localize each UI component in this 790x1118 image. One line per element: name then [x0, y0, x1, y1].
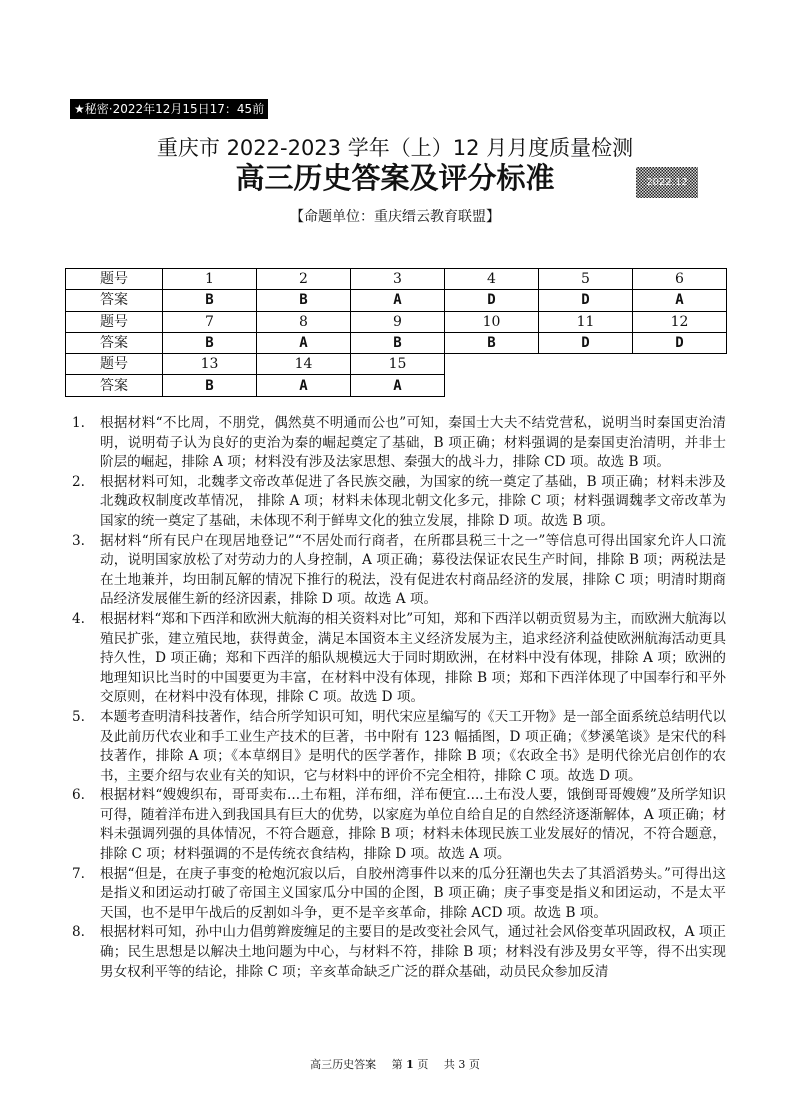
empty-cell [633, 354, 727, 375]
answer-cell: B [351, 332, 445, 353]
document-title: 高三历史答案及评分标准 [235, 161, 555, 195]
question-number: 10 [445, 311, 539, 332]
answer-cell: A [351, 375, 445, 396]
item-text: 根据材料可知，孙中山力倡剪辫废缠足的主要目的是改变社会风气，通过社会风俗变革巩固政权，A 项正确；民生思想是以解决土地问题为中心，与材料不符，排除 B 项；材料没有涉及男女平等，得不出实现男女权利平等的结论，排除 C 项；辛亥革命缺乏广泛的群众基础，动员民众参加反清 [100, 924, 726, 980]
question-row [66, 354, 727, 375]
question-number: 3 [351, 269, 445, 290]
question-number: 13 [163, 354, 257, 375]
row-label: 答案 [66, 375, 163, 396]
question-row [66, 311, 727, 332]
explanation-item [72, 414, 726, 473]
question-number: 7 [163, 311, 257, 332]
item-number: 5. [72, 708, 85, 725]
empty-cell [445, 375, 539, 396]
question-number: 2 [257, 269, 351, 290]
answer-row [66, 332, 727, 353]
answer-cell: A [633, 290, 727, 311]
item-number: 3. [72, 532, 85, 549]
empty-cell [539, 354, 633, 375]
item-number: 7. [72, 865, 85, 882]
question-number: 15 [351, 354, 445, 375]
footer-doc: 高三历史答案 [310, 1058, 377, 1071]
row-label: 题号 [66, 311, 163, 332]
row-label: 题号 [66, 354, 163, 375]
item-text: 根据材料“郑和下西洋和欧洲大航海的相关资料对比”可知，郑和下西洋以朝贡贸易为主，而欧洲大航海以殖民扩张，建立殖民地，获得黄金，满足本国资本主义经济发展为主，追求经济利益使欧洲航海活动更具持久性，D 项正确；郑和下西洋的船队规模远大于同时期欧洲，在材料中没有体现，排除 A 项；欧洲的地理知识比当时的中国要更为丰富，在材料中没有体现，排除 B 项；郑和下西洋体现了中国奉行和平外交原则，在材料中没有体现，排除 C 项。故选 D 项。 [100, 610, 726, 706]
date-stamp: 2022.12 [636, 167, 698, 198]
question-number: 4 [445, 269, 539, 290]
confidential-badge: ★秘密·2022年12月15日17：45前 [70, 99, 268, 119]
page-footer [0, 1056, 790, 1072]
explanation-item [72, 923, 726, 982]
empty-cell [445, 354, 539, 375]
question-number: 5 [539, 269, 633, 290]
row-label: 题号 [66, 269, 163, 290]
answer-cell: D [445, 290, 539, 311]
item-text: 根据材料可知，北魏孝文帝改革促进了各民族交融，为国家的统一奠定了基础，B 项正确；材料未涉及北魏政权制度改革情况， 排除 A 项；材料未体现北朝文化多元，排除 C 项；材料强调魏孝文帝改革为国家的统一奠定了基础，未体现不利于鲜卑文化的独立发展，排除 D 项。故选 B 项。 [100, 473, 726, 529]
question-number: 1 [163, 269, 257, 290]
answer-cell: B [163, 375, 257, 396]
explanation-item [72, 532, 726, 610]
question-row [66, 269, 727, 290]
item-number: 1. [72, 415, 85, 431]
explanation-item [72, 708, 726, 786]
answer-cell: A [257, 375, 351, 396]
question-number: 6 [633, 269, 727, 290]
question-number: 11 [539, 311, 633, 332]
answer-cell: A [351, 290, 445, 311]
empty-cell [539, 375, 633, 396]
question-number: 8 [257, 311, 351, 332]
question-number: 12 [633, 311, 727, 332]
explanation-item [72, 610, 726, 708]
item-text: 根据材料“嫂嫂织布，哥哥卖布...土布粗，洋布细，洋布便宜....土布没人要，饿倒哥哥嫂嫂”及所学知识可得，随着洋布进入到我国具有巨大的优势，以家庭为单位自给自足的自然经济逐渐解体，A 项正确；材料未强调列强的具体情况，不符合题意，排除 B 项；材料未体现民族工业发展好的情况，不符合题意，排除 C 项；材料强调的不是传统衣食结构，排除 D 项。故选 A 项。 [100, 787, 726, 863]
explanation-item [72, 865, 726, 924]
answer-cell: B [445, 332, 539, 353]
question-number: 9 [351, 311, 445, 332]
answer-row [66, 375, 727, 396]
answer-cell: D [539, 332, 633, 353]
footer-page: 第 1 页 [391, 1058, 429, 1071]
item-text: 根据材料“不比周，不朋党，偶然莫不明通而公也”可知，秦国士大夫不结党营私，说明当时秦国吏治清明，说明荀子认为良好的吏治为秦的崛起奠定了基础，B 项正确；材料强调的是秦国吏治清明，并非士阶层的崛起，排除 A 项；材料没有涉及法家思想、秦强大的战斗力，排除 CD 项。故选 B 项。 [100, 415, 726, 471]
answer-table [65, 268, 727, 397]
answer-cell: A [257, 332, 351, 353]
item-number: 2. [72, 473, 85, 490]
answer-row [66, 290, 727, 311]
answer-cell: B [163, 332, 257, 353]
item-number: 6. [72, 787, 85, 804]
item-number: 4. [72, 610, 85, 627]
item-number: 8. [72, 924, 85, 941]
footer-total: 共 3 页 [443, 1058, 480, 1071]
row-label: 答案 [66, 290, 163, 311]
explanation-item [72, 786, 726, 864]
empty-cell [633, 375, 727, 396]
answer-cell: D [633, 332, 727, 353]
exam-title: 重庆市 2022-2023 学年（上）12 月月度质量检测 [156, 136, 634, 160]
answer-cell: D [539, 290, 633, 311]
item-text: 本题考查明清科技著作，结合所学知识可知，明代宋应星编写的《天工开物》是一部全面系统总结明代以及此前历代农业和手工业生产技术的巨著，书中附有 123 幅插图，D 项正确；《梦溪笔谈》是宋代的科技著作，排除 A 项；《本草纲目》是明代的医学著作，排除 B 项；《农政全书》是明代徐光启创作的农书，主要介绍与农业有关的知识，它与材料中的评价不完全相符，排除 C 项。故选 D 项。 [100, 708, 726, 784]
explanation-item [72, 473, 726, 532]
item-text: 根据“但是，在庚子事变的枪炮沉寂以后，自胶州湾事件以来的瓜分狂潮也失去了其滔滔势头。”可得出这是指义和团运动打破了帝国主义国家瓜分中国的企图，B 项正确；庚子事变是指义和团运动，不是太平天国，也不是甲午战后的反割如斗争，更不是辛亥革命，排除 ACD 项。故选 B 项。 [100, 865, 726, 921]
question-number: 14 [257, 354, 351, 375]
explanation-list [72, 414, 726, 982]
answer-cell: B [257, 290, 351, 311]
author-unit: 【命题单位：重庆缙云教育联盟】 [290, 209, 500, 225]
row-label: 答案 [66, 332, 163, 353]
answer-cell: B [163, 290, 257, 311]
item-text: 据材料“所有民户在现居地登记”“不居处而行商者，在所郡县税三十之一”等信息可得出国家允许人口流动，说明国家放松了对劳动力的人身控制，A 项正确；募役法保证农民生产时间，排除 B 项；两税法是在土地兼并，均田制瓦解的情况下推行的税法，没有促进农村商品经济的发展，排除 C 项；明清时期商品经济发展催生新的经济因素，排除 D 项。故选 A 项。 [100, 532, 726, 608]
